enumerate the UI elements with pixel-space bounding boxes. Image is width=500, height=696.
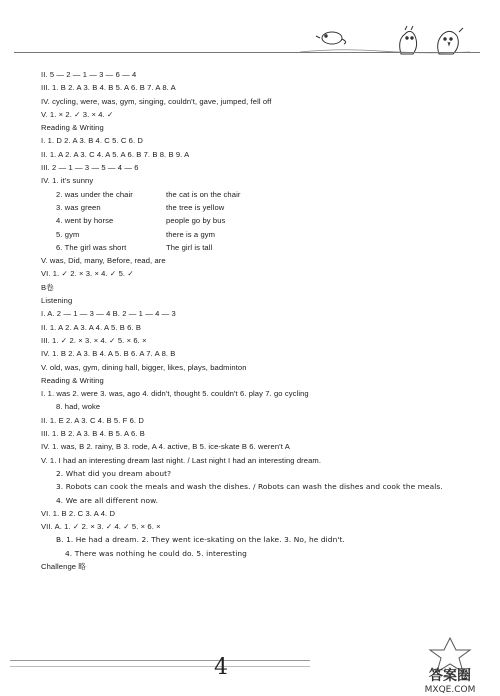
answer-left: 5. gym xyxy=(56,229,80,239)
answer-line: III. 1. B 2. A 3. B 4. B 5. A 6. B 7. A 8. A xyxy=(41,83,176,93)
answer-line: II. 1. E 2. A 3. C 4. B 5. F 6. D xyxy=(41,415,144,425)
answer-line: VI. 1. ✓ 2. × 3. × 4. ✓ 5. ✓ xyxy=(41,269,134,279)
answer-line: VI. 1. B 2. C 3. A 4. D xyxy=(41,508,116,518)
watermark-logo xyxy=(404,636,496,694)
birds-illustration-icon xyxy=(300,18,470,62)
answer-line xyxy=(41,188,481,201)
answer-line xyxy=(41,214,481,227)
footer-rule xyxy=(10,660,310,661)
answer-line: 2. What did you dream about? xyxy=(56,468,172,478)
answer-line: B. 1. He had a dream. 2. They went ice-skating on the lake. 3. No, he didn't. xyxy=(56,535,345,545)
answer-line: Listening xyxy=(41,296,73,306)
answer-right: the tree is yellow xyxy=(166,202,225,212)
answer-line: II. 1. A 2. A 3. A 4. A 5. B 6. B xyxy=(41,322,141,332)
answer-line: 4. There was nothing he could do. 5. interesting xyxy=(65,548,247,558)
answer-line: 4. We are all different now. xyxy=(56,495,159,505)
answer-line: 3. Robots can cook the meals and wash the dishes. / Robots can wash the dishes and cook the meals. xyxy=(56,482,443,492)
answer-line: V. 1. I had an interesting dream last night. / Last night I had an interesting dream. xyxy=(41,455,322,465)
answer-line: I. A. 2 — 1 — 3 — 4 B. 2 — 1 — 4 — 3 xyxy=(41,309,176,319)
answer-line: III. 1. ✓ 2. × 3. × 4. ✓ 5. × 6. × xyxy=(41,335,147,345)
answer-line: IV. 1. it's sunny xyxy=(41,176,94,186)
answer-line: V. was, Did, many, Before, read, are xyxy=(41,256,166,266)
answer-line: Reading & Writing xyxy=(41,375,104,385)
footer-rule-2 xyxy=(10,666,310,667)
answer-left: 6. The girl was short xyxy=(56,242,127,252)
answer-line: V. old, was, gym, dining hall, bigger, likes, plays, badminton xyxy=(41,362,247,372)
answer-line xyxy=(41,228,481,241)
answer-line: II. 5 — 2 — 1 — 3 — 6 — 4 xyxy=(41,70,137,79)
answer-right: people go by bus xyxy=(166,216,226,226)
answer-line: Reading & Writing xyxy=(41,123,104,133)
answer-line: I. 1. D 2. A 3. B 4. C 5. C 6. D xyxy=(41,136,143,146)
page-number: 4 xyxy=(214,655,228,680)
answer-right: the cat is on the chair xyxy=(166,189,241,199)
answer-content xyxy=(41,68,481,573)
answer-right: The girl is tall xyxy=(166,242,213,252)
svg-text:MXQE.COM: MXQE.COM xyxy=(424,685,476,694)
answer-line: I. 1. was 2. were 3. was, ago 4. didn't, thought 5. couldn't 6. play 7. go cycling xyxy=(41,389,309,399)
answer-line: B卷 xyxy=(41,282,54,292)
answer-line: V. 1. × 2. ✓ 3. × 4. ✓ xyxy=(41,109,114,119)
answer-line: 8. had, woke xyxy=(56,402,101,412)
answer-right: there is a gym xyxy=(166,229,216,239)
answer-line xyxy=(41,201,481,214)
answer-left: 4. went by horse xyxy=(56,216,114,226)
answer-line: III. 1. B 2. A 3. B 4. B 5. A 6. B xyxy=(41,429,145,439)
answer-line: IV. 1. B 2. A 3. B 4. A 5. B 6. A 7. A 8. B xyxy=(41,349,176,359)
answer-line: VII. A. 1. ✓ 2. × 3. ✓ 4. ✓ 5. × 6. × xyxy=(41,522,161,532)
header-rule xyxy=(14,52,480,53)
answer-line xyxy=(41,241,481,254)
answer-line: IV. cycling, were, was, gym, singing, couldn't, gave, jumped, fell off xyxy=(41,96,272,106)
answer-line: III. 2 — 1 — 3 — 5 — 4 — 6 xyxy=(41,163,139,173)
svg-text:答案圈: 答案圈 xyxy=(429,668,471,684)
answer-line: Challenge 略 xyxy=(41,561,87,571)
answer-line: IV. 1. was, B 2. rainy, B 3. rode, A 4. active, B 5. ice-skate B 6. weren't A xyxy=(41,442,290,452)
answer-left: 3. was green xyxy=(56,202,101,212)
answer-line: II. 1. A 2. A 3. C 4. A 5. A 6. B 7. B 8. B 9. A xyxy=(41,149,190,159)
answer-left: 2. was under the chair xyxy=(56,189,133,199)
